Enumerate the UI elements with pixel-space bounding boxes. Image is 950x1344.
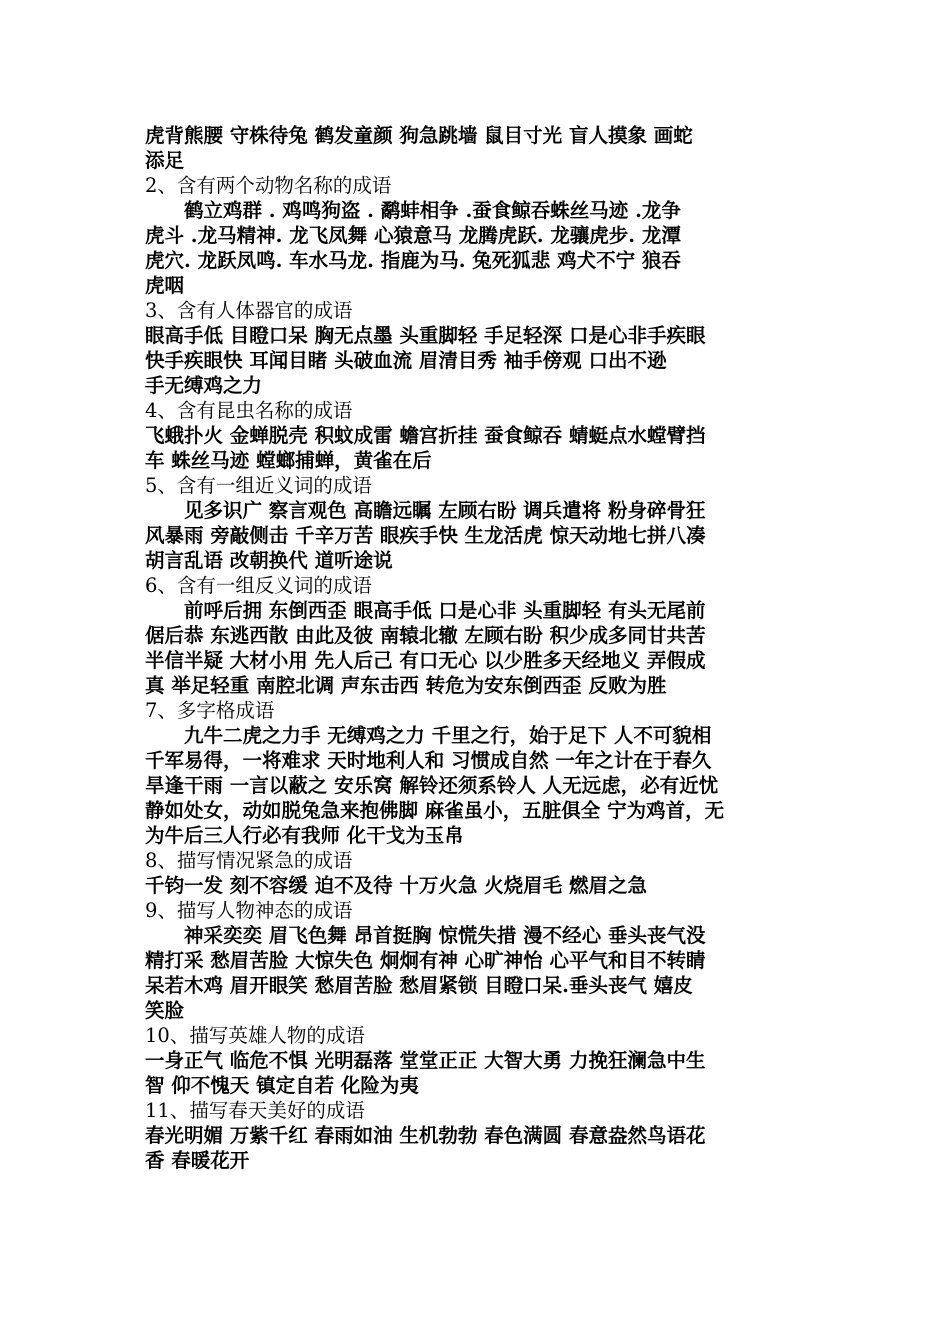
text-line: 呆若木鸡 眉开眼笑 愁眉苦脸 愁眉紧锁 目瞪口呆.垂头丧气 嬉皮 <box>145 974 693 997</box>
text-line: 真 举足轻重 南腔北调 声东击西 转危为安东倒西歪 反败为胜 <box>145 674 667 697</box>
text-line: 胡言乱语 改朝换代 道听途说 <box>145 549 393 572</box>
text-line: 千军易得，一将难求 天时地利人和 习惯成自然 一年之计在于春久 <box>145 749 712 772</box>
text-line: 旱逢干雨 一言以蔽之 安乐窝 解铃还须系铃人 人无远虑，必有近忧 <box>145 774 719 797</box>
text-line: 智 仰不愧天 镇定自若 化险为夷 <box>145 1074 419 1097</box>
text-line: 为牛后三人行必有我师 化干戈为玉帛 <box>145 824 464 847</box>
text-line: 虎穴. 龙跃凤鸣. 车水马龙. 指鹿为马. 兔死狐悲 鸡犬不宁 狼吞 <box>145 249 681 272</box>
section-heading: 11、描写春天美好的成语 <box>145 1099 365 1122</box>
section-heading: 8、描写情况紧急的成语 <box>145 849 353 872</box>
text-line: 快手疾眼快 耳闻目睹 头破血流 眉清目秀 袖手傍观 口出不逊 <box>145 349 667 372</box>
section-heading: 5、含有一组近义词的成语 <box>145 474 372 497</box>
text-line: 静如处女，动如脱兔急来抱佛脚 麻雀虽小，五脏俱全 宁为鸡首，无 <box>145 799 725 822</box>
text-line: 九牛二虎之力手 无缚鸡之力 千里之行，始于足下 人不可貌相 <box>145 724 712 747</box>
text-line: 虎咽 <box>145 274 185 297</box>
text-line: 眼高手低 目瞪口呆 胸无点墨 头重脚轻 手足轻深 口是心非手疾眼 <box>145 324 706 347</box>
text-line: 见多识广 察言观色 高瞻远瞩 左顾右盼 调兵遣将 粉身碎骨狂 <box>145 499 706 522</box>
text-line: 神采奕奕 眉飞色舞 昂首挺胸 惊慌失措 漫不经心 垂头丧气没 <box>145 924 706 947</box>
section-heading: 7、多字格成语 <box>145 699 275 722</box>
section-heading: 3、含有人体器官的成语 <box>145 299 353 322</box>
text-line: 风暴雨 旁敲侧击 千辛万苦 眼疾手快 生龙活虎 惊天动地七拼八凑 <box>145 524 706 547</box>
text-line: 前呼后拥 东倒西歪 眼高手低 口是心非 头重脚轻 有头无尾前 <box>145 599 706 622</box>
text-line: 手无缚鸡之力 <box>145 374 263 397</box>
text-line: 一身正气 临危不惧 光明磊落 堂堂正正 大智大勇 力挽狂澜急中生 <box>145 1049 706 1072</box>
section-heading: 9、描写人物神态的成语 <box>145 899 353 922</box>
section-heading: 4、含有昆虫名称的成语 <box>145 399 353 422</box>
text-line: 香 春暖花开 <box>145 1149 250 1172</box>
text-line: 鹤立鸡群 . 鸡鸣狗盗 . 鹬蚌相争 .蚕食鲸吞蛛丝马迹 .龙争 <box>145 199 681 222</box>
text-line: 春光明媚 万紫千红 春雨如油 生机勃勃 春色满圆 春意盎然鸟语花 <box>145 1124 706 1147</box>
text-line: 添足 <box>145 149 185 172</box>
document-body <box>145 123 810 1173</box>
text-line: 倨后恭 东逃西散 由此及彼 南辕北辙 左顾右盼 积少成多同甘共苦 <box>145 624 706 647</box>
text-line: 车 蛛丝马迹 螳螂捕蝉，黄雀在后 <box>145 449 432 472</box>
section-heading: 10、描写英雄人物的成语 <box>145 1024 365 1047</box>
text-line: 笑脸 <box>145 999 185 1022</box>
text-line: 精打采 愁眉苦脸 大惊失色 炯炯有神 心旷神怡 心平气和目不转睛 <box>145 949 706 972</box>
section-heading: 6、含有一组反义词的成语 <box>145 574 372 597</box>
text-line: 半信半疑 大材小用 先人后己 有口无心 以少胜多天经地义 弄假成 <box>145 649 706 672</box>
text-line: 飞蛾扑火 金蝉脱壳 积蚊成雷 蟾宫折挂 蚕食鲸吞 蜻蜓点水螳臂挡 <box>145 424 706 447</box>
text-line: 虎背熊腰 守株待兔 鹤发童颜 狗急跳墙 鼠目寸光 盲人摸象 画蛇 <box>145 124 693 147</box>
section-heading: 2、含有两个动物名称的成语 <box>145 174 392 197</box>
text-line: 虎斗 .龙马精神. 龙飞凤舞 心猿意马 龙腾虎跃. 龙骧虎步. 龙潭 <box>145 224 681 247</box>
text-line: 千钧一发 刻不容缓 迫不及待 十万火急 火烧眉毛 燃眉之急 <box>145 874 647 897</box>
